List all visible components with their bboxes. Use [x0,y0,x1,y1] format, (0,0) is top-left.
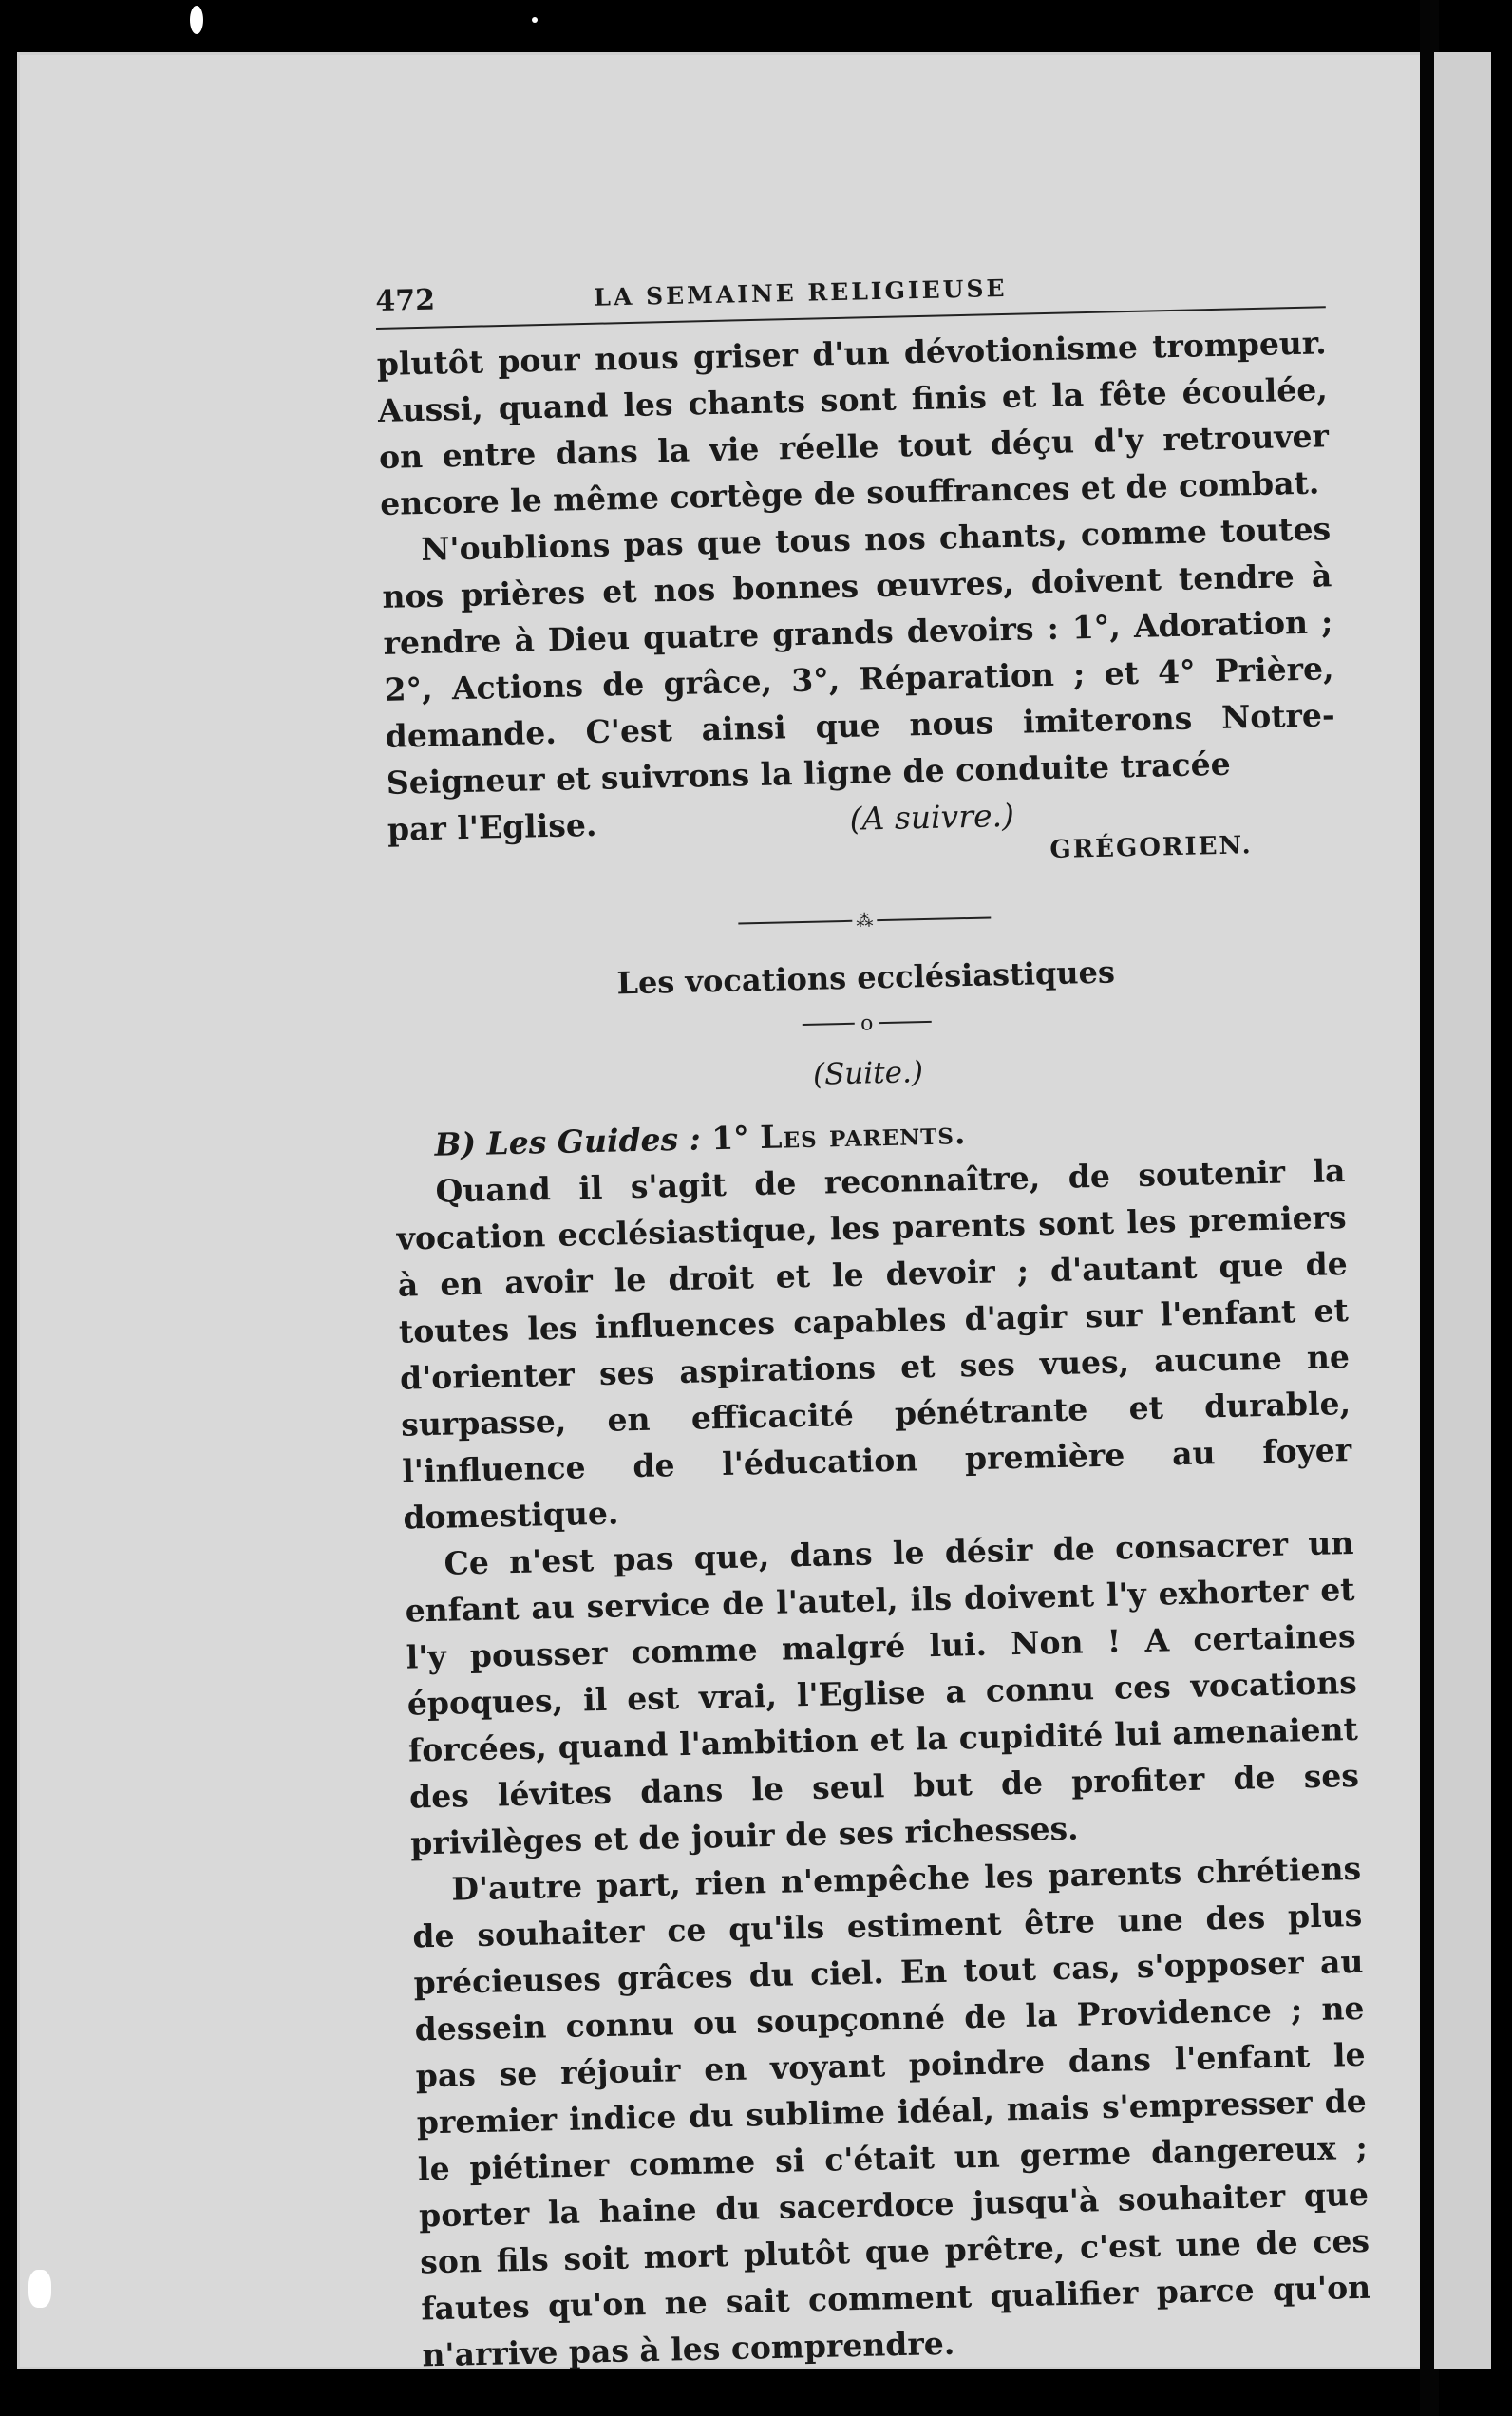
rule-line [803,1023,855,1026]
to-continue-note: (A suivre.) [849,796,1015,838]
paragraph: D'autre part, rien n'empêche les parents chrétiens de souhaiter ce qu'ils estiment être une des plus précieuses grâces du ciel. En tout cas, s'opposer au dessein connu ou soupçonné de la Providence ; ne pas se réjouir en voyant poindre dans l'enfant le premier indice du sublime idéal, mais s'empresser de le piétiner comme si c'était un germe dangereux ; porter la haine du sacerdoce jusqu'à souhaiter que son fils soit mort plutôt que prêtre, c'est une de ces fautes qu'on ne sait comment qualifier parce qu'on n'arrive pas à les comprendre. [412,1849,1371,2374]
dust-speck [190,6,203,34]
journal-title: LA SEMAINE RELIGIEUSE [594,274,1008,311]
paragraph: Quand il s'agit de reconnaître, de soutenir la vocation ecclésiastique, les parents sont les premiers à en avoir le droit et le devoir ; d'autant que de toutes les influences capables d'agir sur l'enfant et d'orienter ses aspirations et ses vues, aucune ne surpasse, en efficacité pénétrante et durable, l'influence de l'éducation première au foyer domestique. [396,1152,1352,1537]
paragraph: N'oublions pas que tous nos chants, comme toutes nos prières et nos bonnes œuvres, doivent tendre à rendre à Dieu quatre grands devoirs : 1°, Adoration ; 2°, Actions de grâce, 3°, Réparation ; et 4° Prière, demande. C'est ainsi que nous imiterons Notre-Seigneur et suivrons la ligne de conduite tracée [382,510,1335,802]
page-text [375,263,1372,2378]
rule-mark: o [860,1010,874,1036]
paragraph: Ce n'est pas que, dans le désir de consacrer un enfant au service de l'autel, ils doivent l'y exhorter et l'y pousser comme malgré lui. Non ! A certaines époques, il est vrai, l'Eglise a connu ces vocations forcées, quand l'ambition et la cupidité lui amenaient des lévites dans le seul but de profiter de ses privilèges et de jouir de ses richesses. [405,1523,1360,1862]
dust-speck [532,17,538,23]
subhead-text: Les parents. [759,1114,967,1157]
subhead-label: B) Les Guides : [434,1120,702,1163]
title-rule [392,998,1342,1048]
rule-line [879,1021,931,1024]
closing-text: par l'Eglise. [387,805,597,848]
dust-speck [28,2270,51,2308]
divider-line [738,920,852,925]
section-title: Les vocations ecclésiastiques [616,953,1116,1002]
continued-label: (Suite.) [812,1055,924,1092]
divider-line [877,916,991,921]
author-signature: GRÉGORIEN. [1049,831,1253,865]
facing-page-edge [1434,52,1491,2369]
section-divider-ornament [389,896,1339,946]
paragraph: plutôt pour nous griser d'un dévotionisme trompeur. Aussi, quand les chants sont finis et la fête écoulée, on entre dans la vie réelle tout déçu d'y retrouver encore le même cortège de souffrances et de combat. [376,324,1330,522]
ornament-icon: ⁂ [856,910,874,932]
subhead-number: 1° [710,1119,750,1158]
page-number: 472 [375,283,436,318]
